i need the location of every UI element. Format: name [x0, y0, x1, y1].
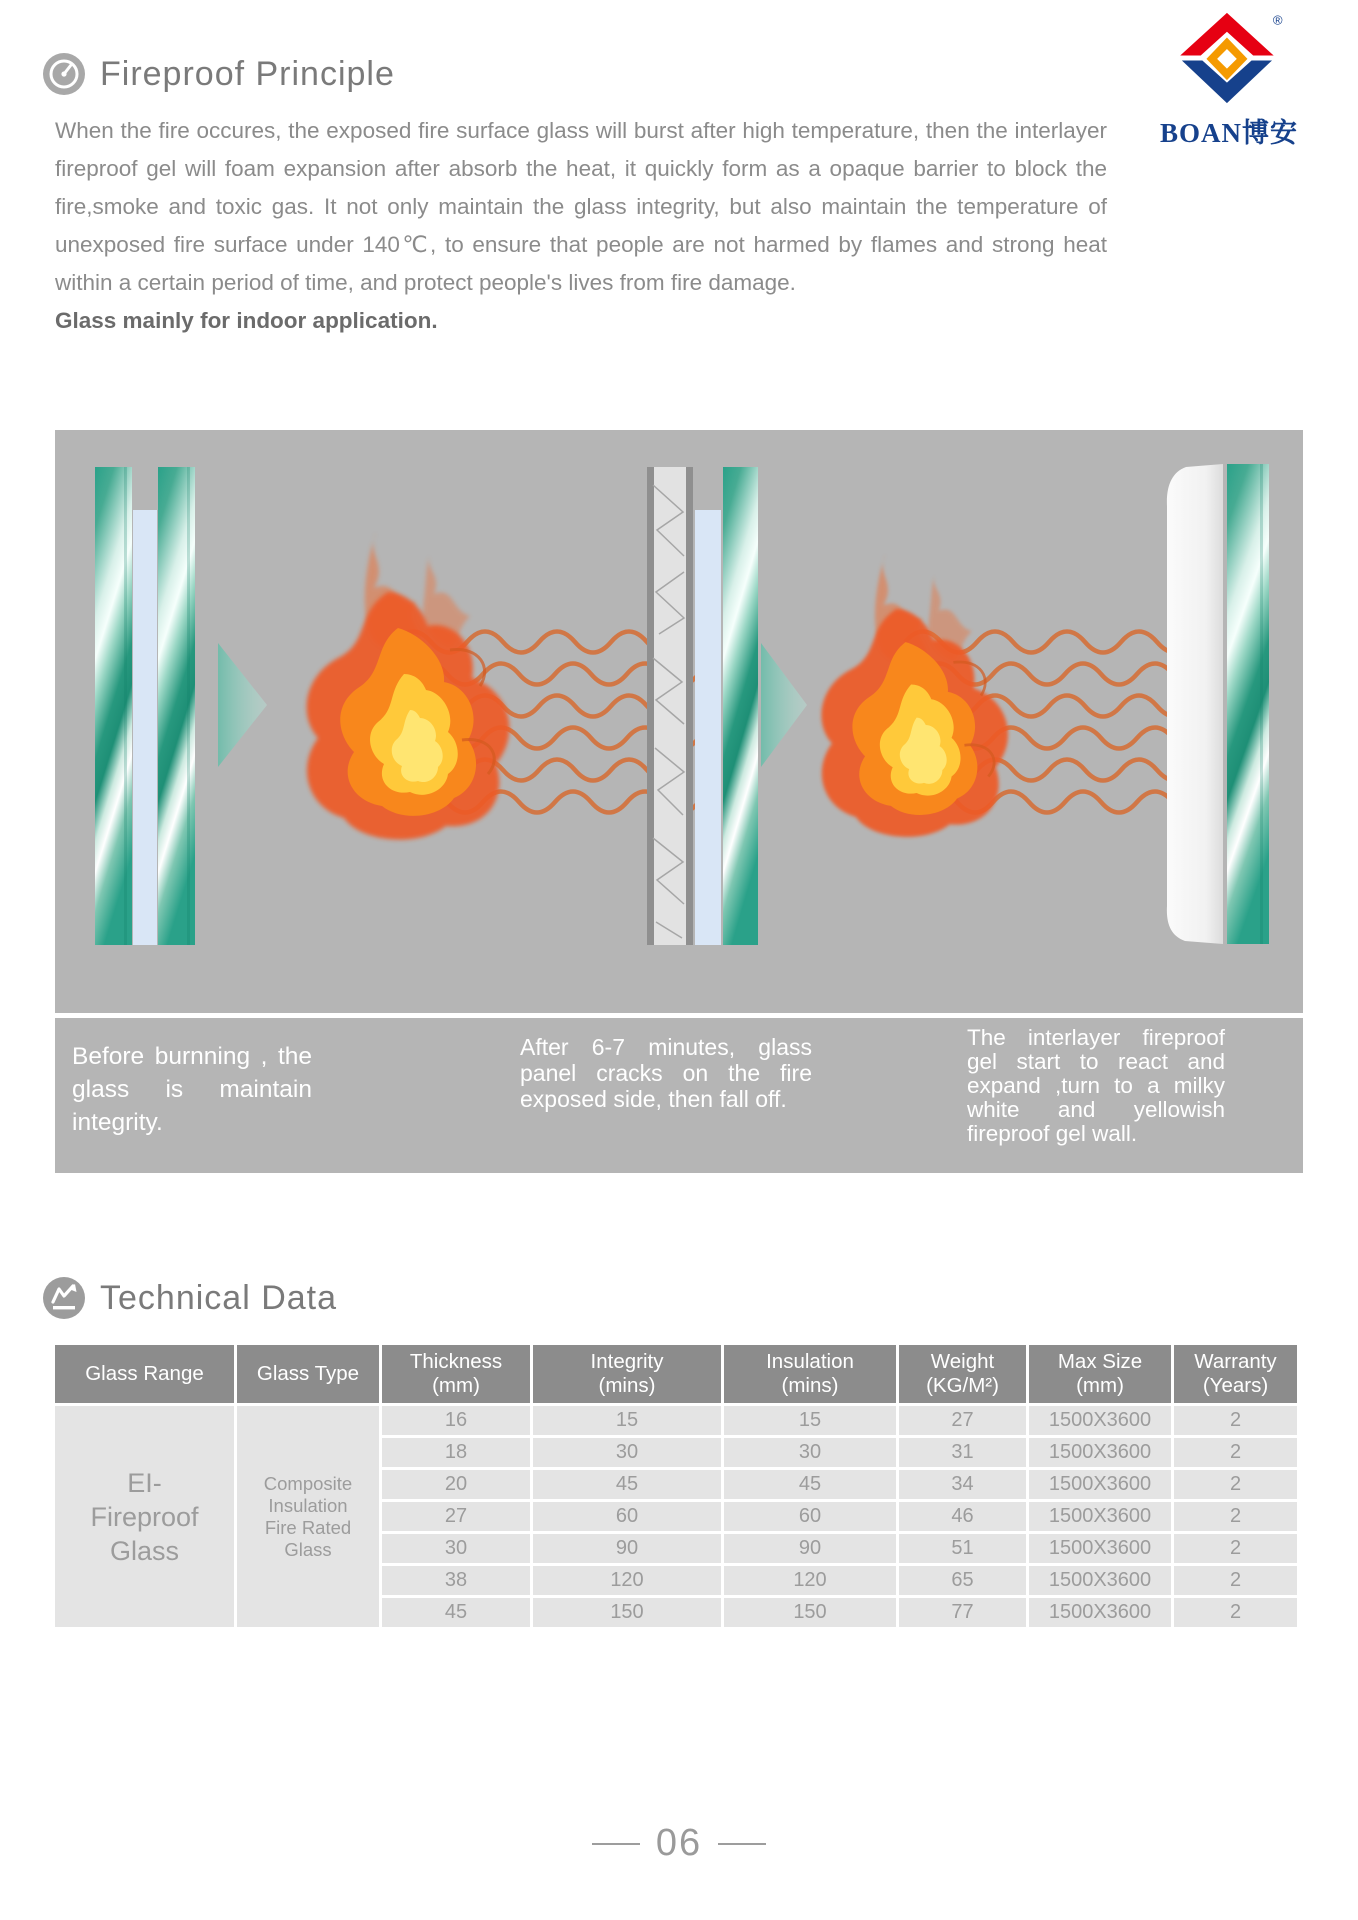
gel-interlayer	[695, 510, 721, 945]
table-cell: 90	[533, 1534, 721, 1563]
header-warranty: Warranty (Years)	[1174, 1345, 1297, 1403]
table-cell: 45	[382, 1598, 530, 1627]
table-cell: 2	[1174, 1598, 1297, 1627]
header-thickness: Thickness (mm)	[382, 1345, 530, 1403]
header-glass-range: Glass Range	[55, 1345, 234, 1403]
table-cell: 2	[1174, 1470, 1297, 1499]
chart-icon	[42, 1276, 86, 1320]
table-cell: 60	[724, 1502, 896, 1531]
table-cell: 1500X3600	[1029, 1438, 1171, 1467]
table-cell: 1500X3600	[1029, 1566, 1171, 1595]
header-integrity: Integrity (mins)	[533, 1345, 721, 1403]
fireproof-principle-heading	[42, 52, 395, 96]
table-cell: 20	[382, 1470, 530, 1499]
table-cell: 15	[533, 1406, 721, 1435]
intro-copy	[55, 112, 1107, 340]
table-cell: 16	[382, 1406, 530, 1435]
table-cell: 18	[382, 1438, 530, 1467]
table-cell: 45	[724, 1470, 896, 1499]
table-cell: 2	[1174, 1406, 1297, 1435]
caption-before-burning: Before burnning , the glass is maintain integrity.	[72, 1043, 312, 1136]
table-header-row	[55, 1345, 1297, 1403]
header-glass-type: Glass Type	[237, 1345, 379, 1403]
gel-interlayer	[133, 510, 157, 945]
header-weight: Weight (KG/M²)	[899, 1345, 1026, 1403]
table-cell: 1500X3600	[1029, 1598, 1171, 1627]
table-cell: 27	[899, 1406, 1026, 1435]
arrow-right-icon	[761, 643, 807, 767]
table-cell: 60	[533, 1502, 721, 1531]
table-cell: 30	[533, 1438, 721, 1467]
table-cell: 1500X3600	[1029, 1502, 1171, 1531]
table-cell: 150	[533, 1598, 721, 1627]
page-title: Fireproof Principle	[100, 54, 395, 93]
caption-glass-cracks: After 6-7 minutes, glass panel cracks on the fire exposed side, then fall off.	[520, 1034, 812, 1112]
table-cell: 1500X3600	[1029, 1406, 1171, 1435]
table-cell: 2	[1174, 1566, 1297, 1595]
table-row	[55, 1406, 1297, 1435]
table-cell: 120	[533, 1566, 721, 1595]
caption-gel-expands: The interlayer fireproof gel start to react and expand ,turn to a milky white and yellowish fireproof gel wall.	[967, 1025, 1225, 1146]
glass-type-cell: Composite Insulation Fire Rated Glass	[237, 1406, 379, 1627]
page-number	[0, 1822, 1358, 1865]
table-cell: 2	[1174, 1534, 1297, 1563]
table-cell: 46	[899, 1502, 1026, 1531]
table-cell: 150	[724, 1598, 896, 1627]
gauge-icon	[42, 52, 86, 96]
technical-data-heading	[42, 1276, 337, 1320]
table-cell: 38	[382, 1566, 530, 1595]
table-cell: 1500X3600	[1029, 1534, 1171, 1563]
header-insulation: Insulation (mins)	[724, 1345, 896, 1403]
boan-logo	[1144, 8, 1314, 150]
flame-illustration	[821, 554, 1008, 837]
principle-paragraph: When the fire occures, the exposed fire surface glass will burst after high temperature, then the interlayer fireproof gel will foam expansion after absorb the heat, it quickly form as a opaque barrier to block the fire,smoke and toxic gas. It not only maintain the glass integrity, but also maintain the temperature of unexposed fire surface under 140℃, to ensure that people are not harmed by flames and strong heat within a certain period of time, and protect people's lives from fire damage.	[55, 118, 1107, 295]
flame-illustration	[307, 532, 510, 840]
cracked-pane	[654, 467, 686, 945]
page-number-rule-left	[592, 1843, 640, 1845]
technical-data-table	[52, 1342, 1300, 1630]
table-cell: 2	[1174, 1502, 1297, 1531]
table-cell: 1500X3600	[1029, 1470, 1171, 1499]
table-cell: 65	[899, 1566, 1026, 1595]
brand-name: BOAN博安	[1159, 118, 1298, 148]
table-cell: 77	[899, 1598, 1026, 1627]
table-cell: 27	[382, 1502, 530, 1531]
glass-unit-cracked	[647, 467, 758, 945]
expanded-gel-panel	[1167, 464, 1223, 944]
header-max-size: Max Size (mm)	[1029, 1345, 1171, 1403]
table-cell: 90	[724, 1534, 896, 1563]
caption-band	[55, 1018, 1303, 1173]
glass-unit-before-burning	[95, 467, 195, 945]
page-number-rule-right	[718, 1843, 766, 1845]
table-cell: 45	[533, 1470, 721, 1499]
registered-trademark: ®	[1272, 12, 1283, 28]
table-cell: 15	[724, 1406, 896, 1435]
illustration-canvas	[55, 430, 1303, 1013]
table-cell: 2	[1174, 1438, 1297, 1467]
table-cell: 34	[899, 1470, 1026, 1499]
arrow-right-icon	[218, 643, 267, 767]
page-number-value: 06	[655, 1822, 703, 1864]
glass-unit-gel-wall	[1167, 464, 1269, 944]
section-title: Technical Data	[100, 1278, 338, 1317]
table-cell: 30	[382, 1534, 530, 1563]
indoor-application-note: Glass mainly for indoor application.	[55, 308, 438, 333]
table-cell: 30	[724, 1438, 896, 1467]
fireproof-process-illustration	[55, 430, 1303, 1013]
boan-diamond-logo	[1170, 8, 1288, 108]
table-cell: 120	[724, 1566, 896, 1595]
table-cell: 31	[899, 1438, 1026, 1467]
glass-range-cell: EI-Fireproof Glass	[55, 1406, 234, 1627]
table-cell: 51	[899, 1534, 1026, 1563]
